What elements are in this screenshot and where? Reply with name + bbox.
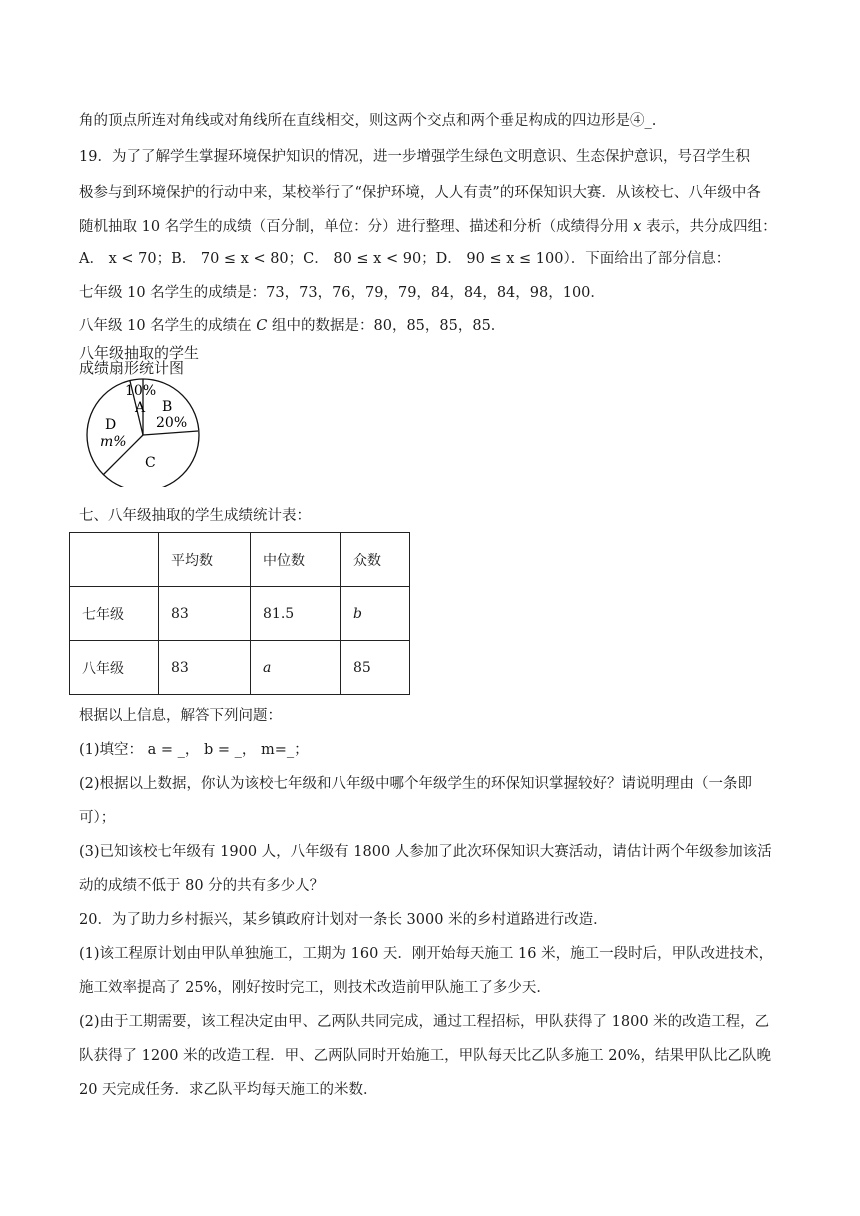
pie-title-line1: 八年级抽取的学生 bbox=[79, 344, 200, 362]
pie-label-a: A bbox=[135, 400, 146, 416]
table-header-cell: 众数 bbox=[341, 533, 410, 587]
table-cell: 八年级 bbox=[70, 641, 159, 695]
pie-label-d-pct: m% bbox=[100, 434, 127, 450]
text-line: 根据以上信息，解答下列问题： bbox=[79, 708, 282, 724]
pie-label-b: B bbox=[162, 399, 173, 415]
text-line: 动的成绩不低于 80 分的共有多少人？ bbox=[79, 878, 325, 894]
text-segment: 八年级 10 名学生的成绩在 bbox=[79, 318, 257, 334]
sub-question-1: (1)填空： a = _， b = _， m=_； bbox=[79, 742, 309, 758]
text-line bbox=[79, 217, 777, 237]
question-20-line: 20．为了助力乡村振兴，某乡镇政府计划对一条长 3000 米的乡村道路进行改造． bbox=[79, 912, 608, 928]
table-cell: b bbox=[341, 587, 410, 641]
table-header-cell: 平均数 bbox=[159, 533, 251, 587]
pie-label-b-pct: 20% bbox=[156, 415, 188, 431]
pie-label-d: D bbox=[105, 417, 117, 433]
pie-chart bbox=[79, 344, 239, 487]
text-segment: 组中的数据是：80，85，85，85． bbox=[267, 318, 506, 334]
text-line: 20 天完成任务．求乙队平均每天施工的米数． bbox=[79, 1082, 378, 1098]
table-cell: 81.5 bbox=[251, 587, 341, 641]
sub-question-3: (3)已知该校七年级有 1900 人，八年级有 1800 人参加了此次环保知识大赛活动，请估计两个年级参加该活 bbox=[79, 844, 772, 860]
text-line: 施工效率提高了 25%，刚好按时完工，则技术改造前甲队施工了多少天． bbox=[79, 980, 551, 996]
table-cell: 七年级 bbox=[70, 587, 159, 641]
pie-chart-figure bbox=[79, 344, 239, 487]
grade7-scores: 七年级 10 名学生的成绩是：73，73，76，79，79，84，84，84，98，100． bbox=[79, 285, 605, 301]
table-row bbox=[70, 587, 410, 641]
pie-label-a-pct: 10% bbox=[125, 383, 157, 399]
table-cell: 83 bbox=[159, 587, 251, 641]
question-19-line: 19．为了了解学生掌握环境保护知识的情况，进一步增强学生绿色文明意识、生态保护意识，号召学生积 bbox=[79, 149, 750, 165]
sub-question-1: (1)该工程原计划由甲队单独施工，工期为 160 天．刚开始每天施工 16 米，施工一段时后，甲队改进技术， bbox=[79, 946, 774, 962]
sub-question-2: (2)由于工期需要，该工程决定由甲、乙两队共同完成，通过工程招标，甲队获得了 1800 米的改造工程，乙 bbox=[79, 1014, 770, 1030]
text-line: 可）； bbox=[79, 810, 116, 826]
text-segment: 表示，共分成四组： bbox=[641, 219, 777, 235]
text-line: 队获得了 1200 米的改造工程．甲、乙两队同时开始施工，甲队每天比乙队多施工 20%，结果甲队比乙队晚 bbox=[79, 1048, 771, 1064]
table-cell: 83 bbox=[159, 641, 251, 695]
table-header-cell: 中位数 bbox=[251, 533, 341, 587]
sub-question-2: (2)根据以上数据，你认为该校七年级和八年级中哪个年级学生的环保知识掌握较好？请说明理由（一条即 bbox=[79, 776, 753, 792]
variable-x: x bbox=[633, 219, 642, 235]
pie-divider bbox=[143, 431, 198, 435]
text-line: 极参与到环境保护的行动中来，某校举行了“保护环境，人人有责”的环保知识大赛．从该校七、八年级中各 bbox=[79, 185, 761, 201]
grade8-c-scores bbox=[79, 316, 505, 336]
table-header-row bbox=[70, 533, 410, 587]
group-definitions: A． x < 70；B． 70 ≤ x < 80；C． 80 ≤ x < 90；D． 90 ≤ x ≤ 100）．下面给出了部分信息： bbox=[79, 251, 731, 267]
variable-c: C bbox=[256, 318, 268, 334]
pie-title-line2: 成绩扇形统计图 bbox=[79, 359, 185, 377]
table-header-cell bbox=[70, 533, 159, 587]
text-segment: 随机抽取 10 名学生的成绩（百分制，单位：分）进行整理、描述和分析（成绩得分用 bbox=[79, 219, 634, 235]
text-line: 角的顶点所连对角线或对角线所在直线相交，则这两个交点和两个垂足构成的四边形是④_. bbox=[79, 113, 657, 129]
table-caption: 七、八年级抽取的学生成绩统计表： bbox=[79, 508, 311, 524]
table-cell: 85 bbox=[341, 641, 410, 695]
table-cell: a bbox=[251, 641, 341, 695]
pie-label-c: C bbox=[145, 455, 156, 471]
table-row bbox=[70, 641, 410, 695]
stats-table bbox=[69, 532, 410, 695]
